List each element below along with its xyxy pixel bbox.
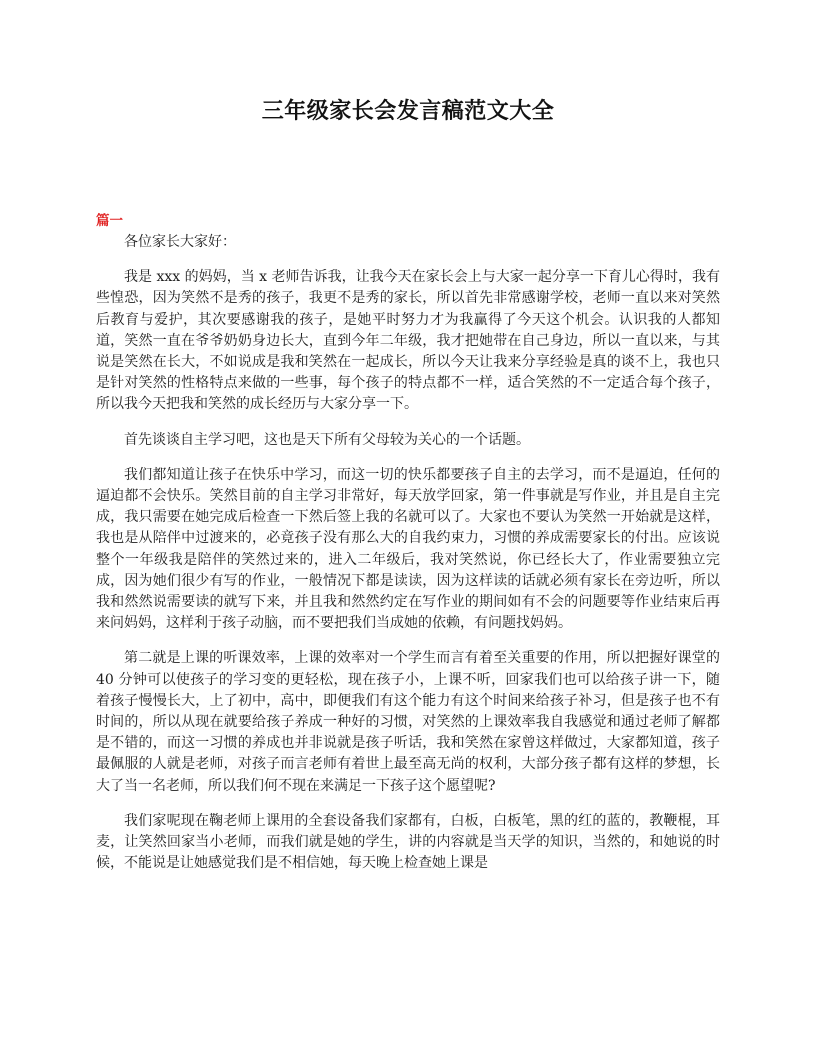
- page-title: 三年级家长会发言稿范文大全: [261, 98, 555, 124]
- paragraph-home-equipment: 我们家呢现在鞠老师上课用的全套设备我们家都有，白板，白板笔，黑的红的蓝的，教鞭棍，耳麦，让笑然回家当小老师，而我们就是她的学生，讲的内容就是当天学的知识，当然的，和她说的时候，不能说是让她感觉我们是不相信她，每天晚上检查她上课是: [96, 812, 720, 872]
- paragraph-self-study: 我们都知道让孩子在快乐中学习，而这一切的快乐都要孩子自主的去学习，而不是逼迫，任何的逼迫都不会快乐。笑然目前的自主学习非常好，每天放学回家，第一件事就是写作业，并且是自主完成，我只需要在她完成后检查一下然后签上我的名就可以了。大家也不要认为笑然一开始就是这样，我也是从陪伴中过渡来的，必竟孩子没有那么大的自我约束力，习惯的养成需要家长的付出。应该说整个一年级我是陪伴的笑然过来的，进入二年级后，我对笑然说，你已经长大了，作业需要独立完成，因为她们很少有写的作业，一般情况下都是读读，因为这样读的话就必须有家长在旁边听，所以我和然然说需要读的就写下来，并且我和然然约定在写作业的期间如有不会的问题要等作业结束后再来问妈妈，这样利于孩子动脑，而不要把我们当成她的依赖，有问题找妈妈。: [96, 466, 720, 632]
- document-body: [96, 212, 720, 874]
- paragraph-intro: 我是 xxx 的妈妈，当 x 老师告诉我，让我今天在家长会上与大家一起分享一下育儿心得时，我有些惶恐，因为笑然不是秀的孩子，我更不是秀的家长，所以首先非常感谢学校，老师一直以来对笑然后教育与爱护，其次要感谢我的孩子，是她平时努力才为我赢得了今天这个机会。认识我的人都知道，笑然一直在爷爷奶奶身边长大，直到今年二年级，我才把她带在自己身边，所以一直以来，与其说是笑然在长大，不如说成是我和笑然在一起成长，所以今天让我来分享经验是真的谈不上，我也只是针对笑然的性格特点来做的一些事，每个孩子的特点都不一样，适合笑然的不一定适合每个孩子，所以我今天把我和笑然的成长经历与大家分享一下。: [96, 269, 720, 413]
- paragraph-greeting: 各位家长大家好：: [124, 234, 236, 250]
- paragraph-topic-intro: 首先谈谈自主学习吧，这也是天下所有父母较为关心的一个话题。: [124, 431, 530, 448]
- section-label-pian-yi: 篇一: [96, 213, 123, 229]
- paragraph-class-efficiency: 第二就是上课的听课效率，上课的效率对一个学生而言有着至关重要的作用，所以把握好课堂的 40 分钟可以使孩子的学习变的更轻松，现在孩子小，上课不听，回家我们也可以给孩子讲一下，随着孩子慢慢长大，上了初中，高中，即便我们有这个能力有这个时间来给孩子补习，但是孩子也不有时间的，所以从现在就要给孩子养成一种好的习惯，对笑然的上课效率我自我感觉和通过老师了解都是不错的，而这一习惯的养成也并非说就是孩子听话，我和笑然在家曾这样做过，大家都知道，孩子最佩服的人就是老师，对孩子而言老师有着世上最至高无尚的权利，大部分孩子都有这样的梦想，长大了当一名老师，所以我们何不现在来满足一下孩子这个愿望呢?: [96, 650, 720, 794]
